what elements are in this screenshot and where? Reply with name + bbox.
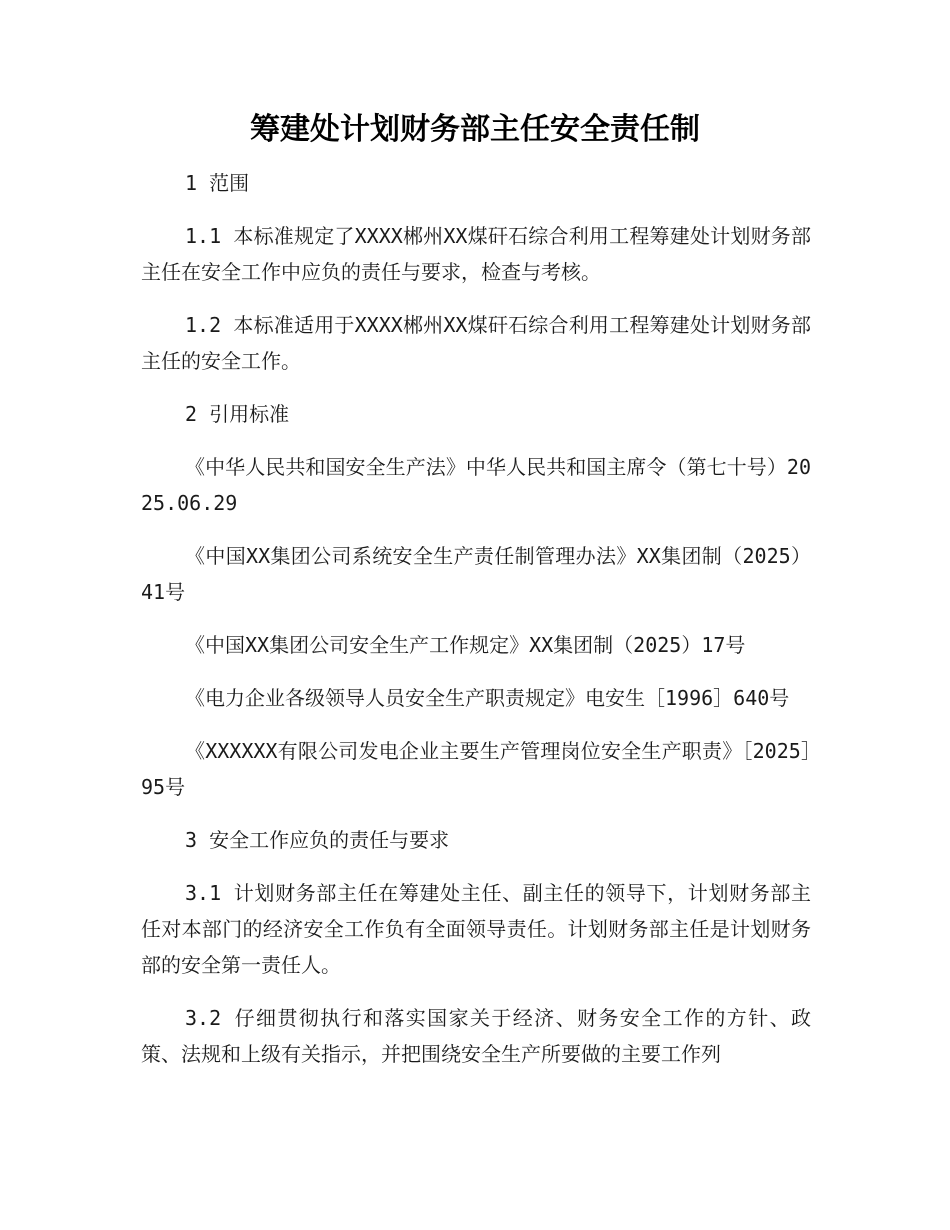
reference-item-3: 《中国XX集团公司安全生产工作规定》XX集团制（2025）17号 (185, 633, 746, 657)
paragraph-1-2: 1.2 本标准适用于XXXX郴州XX煤矸石综合利用工程筹建处计划财务部主任的安全工作。 (141, 313, 811, 373)
section-heading-responsibilities: 3 安全工作应负的责任与要求 (185, 828, 450, 852)
section-heading-scope: 1 范围 (185, 171, 250, 195)
reference-item-1: 《中华人民共和国安全生产法》中华人民共和国主席令（第七十号）2025.06.29 (141, 455, 811, 515)
paragraph-1-1: 1.1 本标准规定了XXXX郴州XX煤矸石综合利用工程筹建处计划财务部主任在安全工作中应负的责任与要求，检查与考核。 (141, 224, 811, 284)
reference-item-2: 《中国XX集团公司系统安全生产责任制管理办法》XX集团制（2025）41号 (141, 544, 811, 604)
paragraph-3-2: 3.2 仔细贯彻执行和落实国家关于经济、财务安全工作的方针、政策、法规和上级有关指示，并把围绕安全生产所要做的主要工作列 (141, 1006, 811, 1066)
document-body (141, 165, 811, 1089)
reference-item-4: 《电力企业各级领导人员安全生产职责规定》电安生［1996］640号 (185, 686, 790, 710)
reference-item-5: 《XXXXXX有限公司发电企业主要生产管理岗位安全生产职责》［2025］95号 (141, 739, 811, 799)
document-title: 筹建处计划财务部主任安全责任制 (250, 112, 700, 147)
section-heading-references: 2 引用标准 (185, 402, 290, 426)
paragraph-3-1: 3.1 计划财务部主任在筹建处主任、副主任的领导下，计划财务部主任对本部门的经济安全工作负有全面领导责任。计划财务部主任是计划财务部的安全第一责任人。 (141, 881, 811, 977)
